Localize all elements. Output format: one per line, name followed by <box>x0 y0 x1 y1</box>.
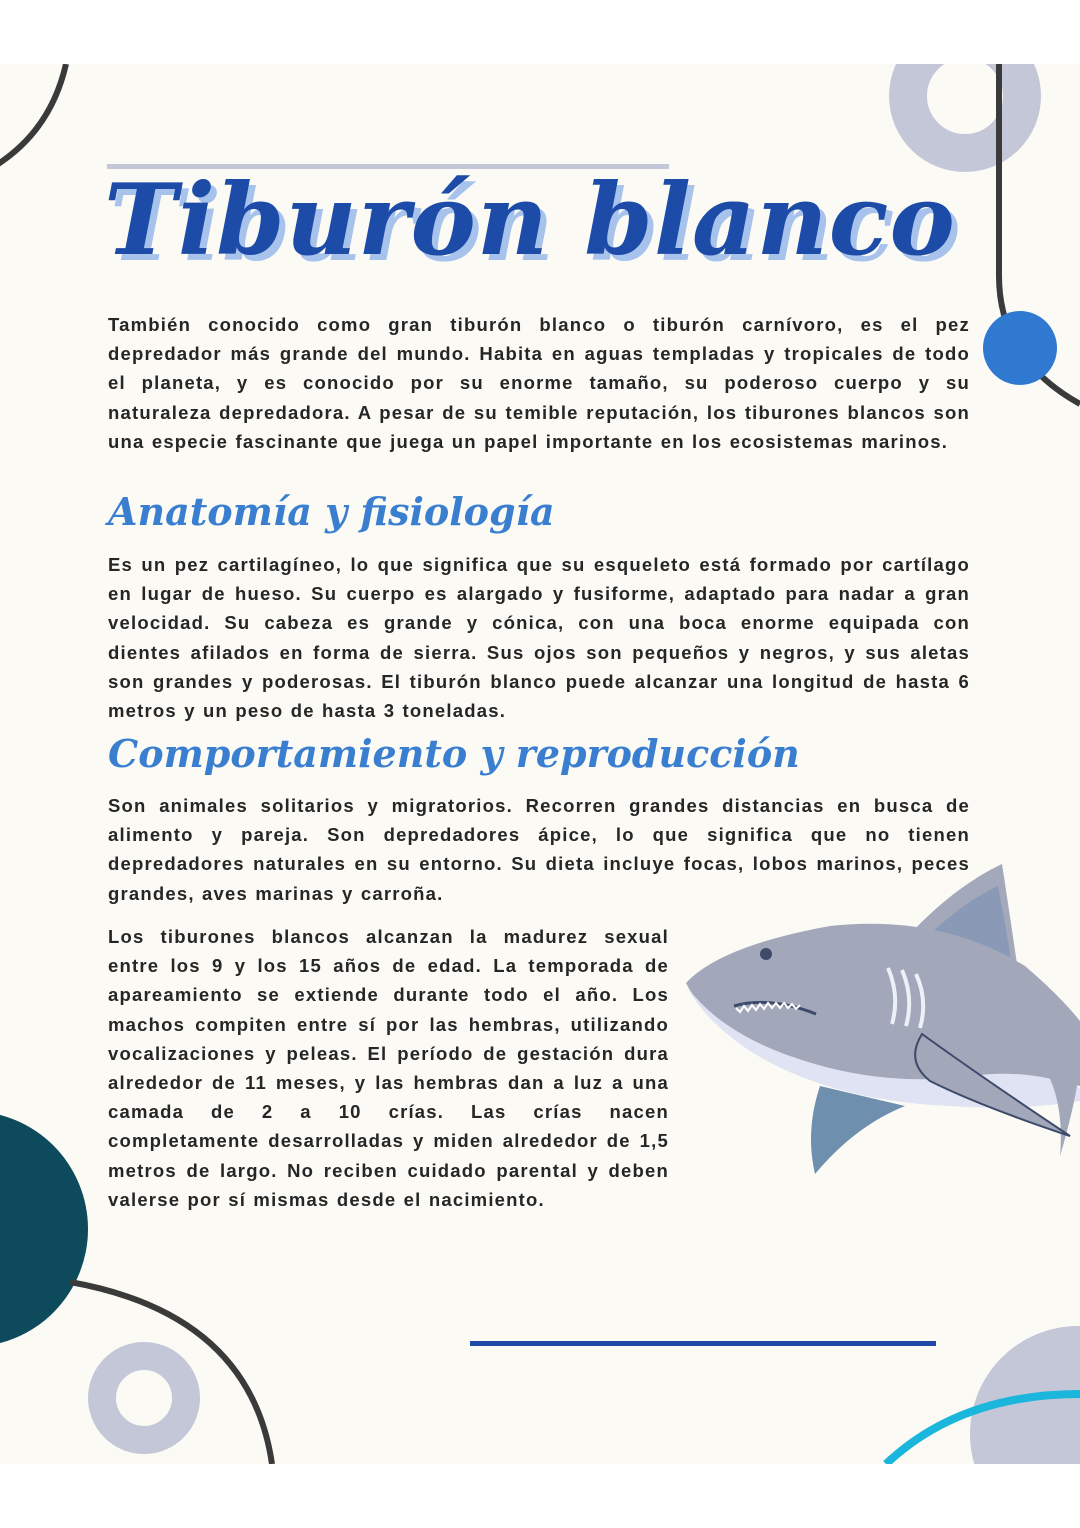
anatomy-paragraph: Es un pez cartilagíneo, lo que significa que su esqueleto está formado por cartílago en lugar de hueso. Su cuerpo es alargado y fusiforme, adaptado para nadar a gran velocidad. Su cabeza es grande y cónica, con una boca enorme equipada con dientes afilados en forma de sierra. Sus ojos son pequeños y negros, y sus aletas son grandes y poderosas. El tiburón blanco puede alcanzar una longitud de hasta 6 metros y un peso de hasta 3 toneladas. <box>108 554 970 722</box>
blue-dot <box>983 311 1057 385</box>
bottom-left-gray-ring <box>102 1356 186 1440</box>
reproduction-paragraph: Los tiburones blancos alcanzan la madurez sexual entre los 9 y los 15 años de edad. La temporada de apareamiento se extiende durante todo el año. Los machos compiten entre sí por las hembras, utilizando vocalizaciones y peleas. El período de gestación dura alrededor de 11 meses, y las hembras dan a luz a una camada de 2 a 10 crías. Las crías nacen completamente desarrolladas y miden alrededor de 1,5 metros de largo. No reciben cuidado parental y deben valerse por sí mismas desde el nacimiento. <box>108 926 669 1210</box>
intro-paragraph: También conocido como gran tiburón blanco o tiburón carnívoro, es el pez depredador más grande del mundo. Habita en aguas templadas y tropicales de todo el planeta, y es conocido por su enorme tamaño, su poderoso cuerpo y su naturaleza depredadora. A pesar de su temible reputación, los tiburones blancos son una especie fascinante que juega un papel importante en los ecosistemas marinos. <box>108 314 970 452</box>
document-page <box>0 64 1080 1464</box>
shark-eye <box>760 948 772 960</box>
shark-illustration <box>680 856 1080 1186</box>
section-heading-anatomy: Anatomía y fisiología <box>108 489 555 534</box>
top-left-arc <box>0 64 66 169</box>
teal-half-circle <box>0 1111 88 1347</box>
footer-rule <box>470 1341 936 1346</box>
page-title: Tiburón blanco <box>104 163 956 278</box>
behavior-paragraph: Son animales solitarios y migratorios. Recorren grandes distancias en busca de alimento y pareja. Son depredadores ápice, lo que significa que no tienen depredadores naturales en su entorno. Su dieta incluye focas, lobos marinos, peces grandes, aves marinas y carroña. <box>108 795 970 904</box>
section-heading-behavior: Comportamiento y reproducción <box>108 731 800 776</box>
top-right-gray-ring <box>908 64 1022 153</box>
